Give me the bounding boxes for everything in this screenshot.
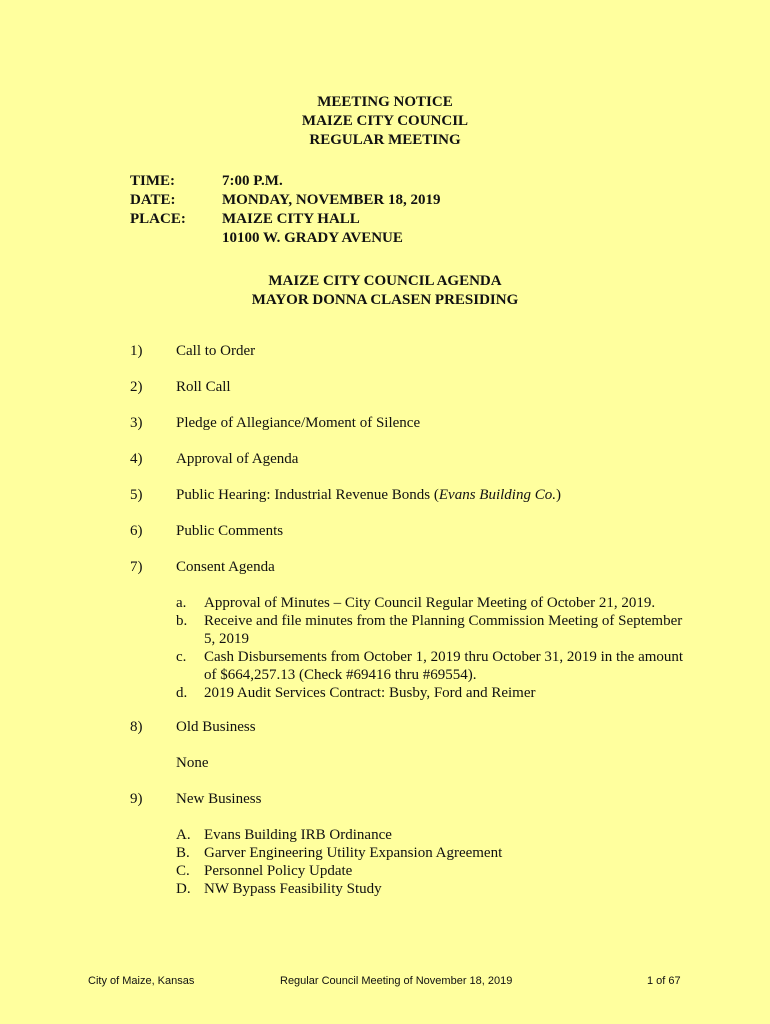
- list-item: [176, 826, 696, 844]
- agenda-title-line-2: MAYOR DONNA CLASEN PRESIDING: [251, 292, 519, 308]
- agenda-title: [0, 272, 770, 310]
- item-number: 7): [130, 559, 143, 575]
- item-text-italic: Evans Building Co.: [438, 487, 556, 503]
- list-item: [176, 612, 696, 648]
- item-text: Approval of Agenda: [176, 451, 299, 467]
- item-text-after: ): [555, 487, 561, 503]
- item-number: 1): [130, 343, 143, 359]
- footer-center: Regular Council Meeting of November 18, 2019: [280, 975, 513, 987]
- item-text: Roll Call: [176, 379, 231, 395]
- header-line-2: MAIZE CITY COUNCIL: [301, 113, 469, 129]
- agenda-items-old-business: [130, 719, 710, 827]
- sub-item-text: Personnel Policy Update: [204, 863, 353, 879]
- item-text: Public Comments: [176, 523, 284, 539]
- sub-item-letter: b.: [176, 613, 188, 629]
- sub-item-letter: D.: [176, 881, 191, 897]
- item-number: 3): [130, 415, 143, 431]
- old-business-detail: [130, 755, 710, 791]
- sub-item-text: Garver Engineering Utility Expansion Agreement: [204, 845, 503, 861]
- sub-item-text: Evans Building IRB Ordinance: [204, 827, 392, 843]
- old-business-none: None: [176, 755, 209, 771]
- item-number: 8): [130, 719, 143, 735]
- item-number: 5): [130, 487, 143, 503]
- list-item: [176, 594, 696, 612]
- sub-item-text: 2019 Audit Services Contract: Busby, Ford and Reimer: [204, 685, 536, 701]
- footer-left: City of Maize, Kansas: [88, 975, 195, 987]
- sub-item-letter: A.: [176, 827, 191, 843]
- agenda-item: [130, 559, 710, 595]
- time-value: 7:00 P.M.: [222, 173, 283, 189]
- place-label: PLACE:: [130, 211, 186, 227]
- agenda-item: [130, 523, 710, 559]
- agenda-item: [130, 791, 710, 827]
- agenda-item: [130, 719, 710, 755]
- new-business-list: [176, 826, 696, 898]
- agenda-items-top: [130, 343, 710, 595]
- item-number: 4): [130, 451, 143, 467]
- list-item: [176, 880, 696, 898]
- item-number: 9): [130, 791, 143, 807]
- date-value: MONDAY, NOVEMBER 18, 2019: [222, 192, 441, 208]
- sub-item-text: NW Bypass Feasibility Study: [204, 881, 382, 897]
- item-number: 2): [130, 379, 143, 395]
- item-text: New Business: [176, 791, 262, 807]
- place-value: MAIZE CITY HALL: [222, 211, 360, 227]
- sub-item-letter: c.: [176, 649, 187, 665]
- item-text: [176, 487, 561, 504]
- list-item: [176, 862, 696, 880]
- agenda-item: [130, 343, 710, 379]
- header-line-1: MEETING NOTICE: [317, 94, 453, 110]
- item-text: Pledge of Allegiance/Moment of Silence: [176, 415, 421, 431]
- sub-item-text: Receive and file minutes from the Planning Commission Meeting of September 5, 2019: [204, 613, 683, 647]
- sub-item-letter: C.: [176, 863, 190, 879]
- sub-item-letter: d.: [176, 685, 188, 701]
- agenda-item: [130, 379, 710, 415]
- item-text: Call to Order: [176, 343, 256, 359]
- header-line-3: REGULAR MEETING: [309, 132, 461, 148]
- time-label: TIME:: [130, 173, 175, 189]
- sub-item-letter: B.: [176, 845, 190, 861]
- item-number: 6): [130, 523, 143, 539]
- sub-item-text: Cash Disbursements from October 1, 2019 thru October 31, 2019 in the amount of $664,257.13 (Check #69416 thru #69554).: [204, 649, 684, 683]
- agenda-title-line-1: MAIZE CITY COUNCIL AGENDA: [268, 273, 502, 289]
- list-item: [176, 844, 696, 862]
- sub-item-letter: a.: [176, 595, 187, 611]
- consent-agenda-list: [176, 594, 696, 702]
- agenda-item: [130, 487, 710, 523]
- meeting-notice-header: [0, 93, 770, 150]
- date-label: DATE:: [130, 192, 176, 208]
- item-text-main: Public Hearing: Industrial Revenue Bonds (: [176, 487, 439, 503]
- item-text: Consent Agenda: [176, 559, 275, 575]
- list-item: [176, 684, 696, 702]
- list-item: [176, 648, 696, 684]
- agenda-item: [130, 451, 710, 487]
- place-address: 10100 W. GRADY AVENUE: [222, 230, 403, 246]
- item-text: Old Business: [176, 719, 256, 735]
- sub-item-text: Approval of Minutes – City Council Regular Meeting of October 21, 2019.: [204, 595, 656, 611]
- meeting-details: [130, 172, 441, 248]
- footer-page-number: 1 of 67: [647, 975, 681, 987]
- agenda-item: [130, 415, 710, 451]
